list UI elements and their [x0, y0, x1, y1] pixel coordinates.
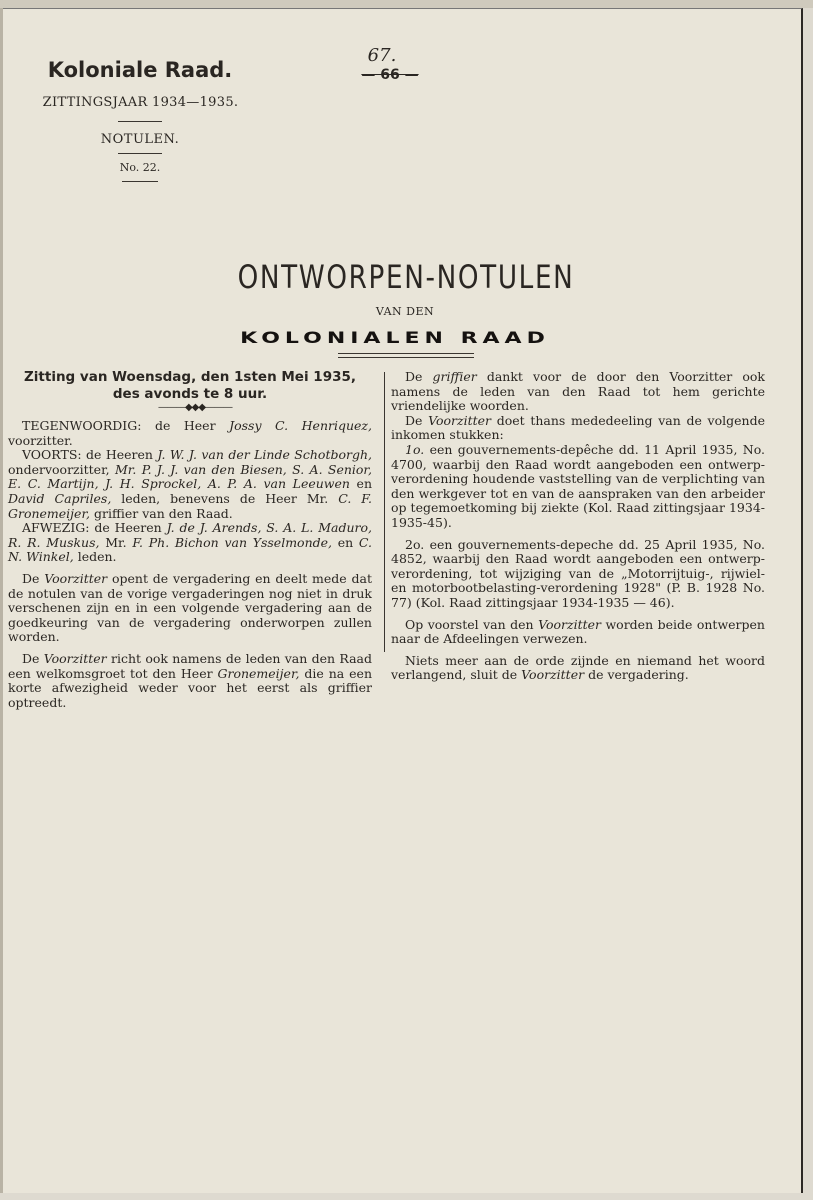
paragraph-welcome: De Voorzitter richt ook namens de leden van den Raad een welkomsgroet tot den Heer Gronemeijer, die na een korte afwezigheid weder voor het eerst als griffier optreedt. — [8, 650, 372, 710]
right-column — [391, 370, 765, 683]
paragraph-referral: Op voorstel van den Voorzitter worden beide ontwerpen naar de Afdeelingen verwezen. — [391, 616, 765, 647]
printed-page-number: — 66 — — [361, 67, 419, 83]
session-heading-line2: des avonds te 8 uur. — [112, 386, 268, 402]
council-name-banner: KOLONIALEN RAAD — [240, 329, 550, 348]
paragraph-griffier-thanks: De griffier dankt voor de door den Voorzitter ook namens de leden van den Raad tot hem gerichte vriendelijke woorden. — [391, 369, 765, 414]
council-title: Koloniale Raad. — [47, 58, 233, 82]
main-title: ONTWORPEN-NOTULEN — [237, 258, 575, 296]
column-separator — [384, 372, 385, 652]
attendance-present: TEGENWOORDIG: de Heer Jossy C. Henriquez, voorzitter. — [8, 418, 372, 448]
handwritten-page-number: 67. — [367, 45, 397, 66]
ornament-divider: ———◆◆◆——— — [157, 402, 233, 413]
van-den-label: VAN DEN — [375, 305, 435, 318]
attendance-absent: AFWEZIG: de Heeren J. de J. Arends, S. A. L. Maduro, R. R. Muskus, Mr. F. Ph. Bichon van Ysselmonde, en C. N. Winkel, leden. — [8, 520, 373, 565]
session-heading-line1: Zitting van Woensdag, den 1sten Mei 1935, — [24, 369, 356, 385]
divider — [122, 181, 158, 182]
session-heading — [20, 369, 360, 403]
paragraph-announcement: De Voorzitter doet thans mededeeling van de volgende inkomen stukken: — [391, 412, 765, 443]
page-left-edge — [0, 8, 3, 1193]
paragraph-opening: De Voorzitter opent de vergadering en deelt mede dat de notulen van de vorige vergaderingen nog niet in druk verschenen zijn en in een volgende vergadering aan de goedkeuring van de vergadering onderworpen zullen worden. — [8, 570, 372, 645]
document-number: No. 22. — [119, 161, 161, 174]
attendance-also: VOORTS: de Heeren J. W. J. van der Linde Schotborgh, ondervoorzitter, Mr. P. J. J. van den Biesen, S. A. Senior, E. C. Martijn, J. H. Sprockel, A. P. A. van Leeuwen en David Capriles, leden, benevens de Heer Mr. C. F. Gronemeijer, griffier van den Raad. — [8, 447, 373, 521]
left-column — [8, 419, 372, 710]
item-2: 2o. een gouvernements-depeche dd. 25 April 1935, No. 4852, waarbij den Raad wordt aangeboden een ontwerp-verordening, tot wijziging van de „Motorrijtuig-, rijwiel- en motorbootbelasting-verordening 1928" (P. B. 1928 No. 77) (Kol. Raad zittingsjaar 1934-1935 — 46). — [391, 536, 765, 610]
title-rule — [338, 357, 474, 358]
paragraph-closing: Niets meer aan de orde zijnde en niemand het woord verlangend, sluit de Voorzitter de vergadering. — [391, 652, 765, 683]
divider — [118, 153, 162, 154]
session-year: ZITTINGSJAAR 1934—1935. — [42, 95, 239, 110]
item-1: 1o. een gouvernements-depêche dd. 11 April 1935, No. 4700, waarbij den Raad wordt aangeboden een ontwerp-verordening houdende vaststelling van de verplichting van den werkgever tot en van de aanspraken van den arbeider op tegemoetkoming bij ziekte (Kol. Raad zittingsjaar 1934-1935-45). — [391, 441, 765, 530]
title-rule — [338, 353, 474, 354]
notulen-label: NOTULEN. — [100, 132, 180, 147]
scan-top-strip — [0, 0, 813, 8]
divider — [118, 121, 162, 122]
